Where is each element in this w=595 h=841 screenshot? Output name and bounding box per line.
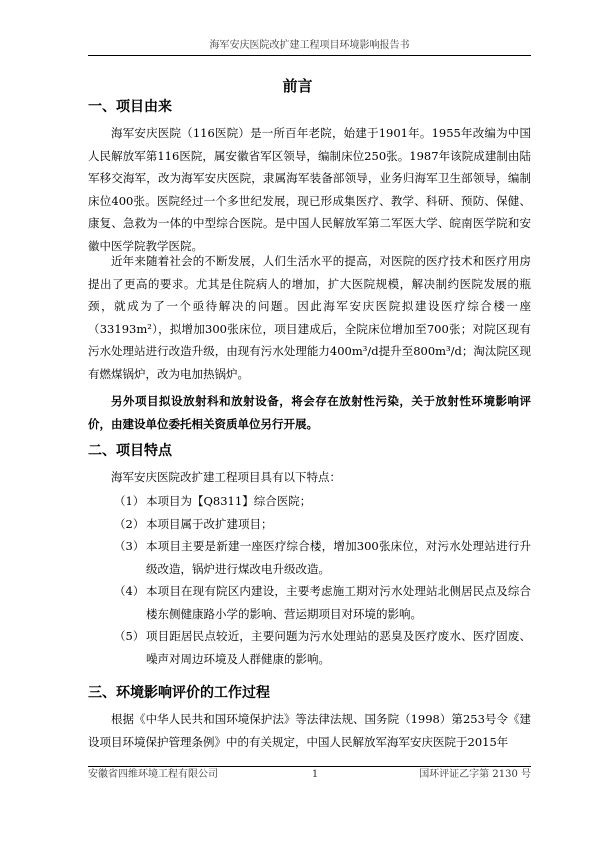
section-heading-project-features: 二、项目特点 [88,443,172,459]
section-heading-eia-process: 三、环境影响评价的工作过程 [88,685,270,701]
list-item-number: （4） [114,584,145,598]
list-item-number: （1） [114,494,145,508]
list-item [88,625,531,670]
feature-list [88,490,531,670]
list-item-text: 本项目为【Q8311】综合医院； [146,494,312,508]
list-item-text: 本项目在现有院区内建设，主要考虑施工期对污水处理站北侧居民点及综合楼东侧健康路小学的影响、营运期项目对环境的影响。 [146,584,531,621]
list-item-text: 本项目主要是新建一座医疗综合楼，增加300张床位，对污水处理站进行升级改造，锅炉进行煤改电升级改造。 [146,539,531,576]
running-header: 海军安庆医院改扩建工程项目环境影响报告书 [209,40,410,51]
list-item [88,535,531,580]
footer-company: 安徽省四维环境工程有限公司 [88,769,218,780]
page-number: 1 [311,769,319,780]
footer-certificate: 国环评证乙字第 2130 号 [419,769,531,780]
list-item [88,513,531,536]
paragraph: 海军安庆医院（116医院）是一所百年老院，始建于1901年。1955年改编为中国人民解放军第116医院，属安徽省军区领导，编制床位250张。1987年该院成建制由陆军移交海军，改为海军安庆医院，隶属海军装备部领导，业务归海军卫生部领导，编制床位400张。医院经过一个多世纪发展，现已形成集医疗、教学、科研、预防、保健、康复、急救为一体的中型综合医院。是中国人民解放军第二军医大学、皖南医学院和安徽中医学院教学医院。 [88,126,531,253]
paragraph: 根据《中华人民共和国环境保护法》等法律法规、国务院（1998）第253号令《建设项目环境保护管理条例》中的有关规定，中国人民解放军海军安庆医院于2015年 [88,712,531,749]
paragraph-bold-notice: 另外项目拟设放射科和放射设备，将会存在放射性污染，关于放射性环境影响评价，由建设单位委托相关资质单位另行开展。 [88,394,531,431]
page-title: 前言 [282,77,313,95]
list-item [88,580,531,625]
section-heading-project-origin: 一、项目由来 [88,99,172,115]
list-item-text: 项目距居民点较近，主要问题为污水处理站的恶臭及医疗废水、医疗固废、噪声对周边环境及人群健康的影响。 [146,629,531,666]
paragraph: 海军安庆医院改扩建工程项目具有以下特点： [111,470,341,484]
list-item-number: （5） [114,629,145,643]
list-item-text: 本项目属于改扩建项目； [146,516,273,531]
list-item-number: （2） [114,516,145,531]
paragraph: 近年来随着社会的不断发展，人们生活水平的提高，对医院的医疗技术和医疗用房提出了更高的要求。尤其是住院病人的增加，扩大医院规模，解决制约医院发展的瓶颈，就成为了一个亟待解决的问题。因此海军安庆医院拟建设医疗综合楼一座（33193m²），拟增加300张床位，项目建成后，全院床位增加至700张；对院区现有污水处理站进行改造升级，由现有污水处理能力400m³/d提升至800m³/d；淘汰院区现有燃煤锅炉，改为电加热锅炉。 [88,254,531,381]
list-item [88,490,531,513]
header-divider [88,55,531,56]
footer-divider [88,766,531,767]
list-item-number: （3） [114,539,145,553]
